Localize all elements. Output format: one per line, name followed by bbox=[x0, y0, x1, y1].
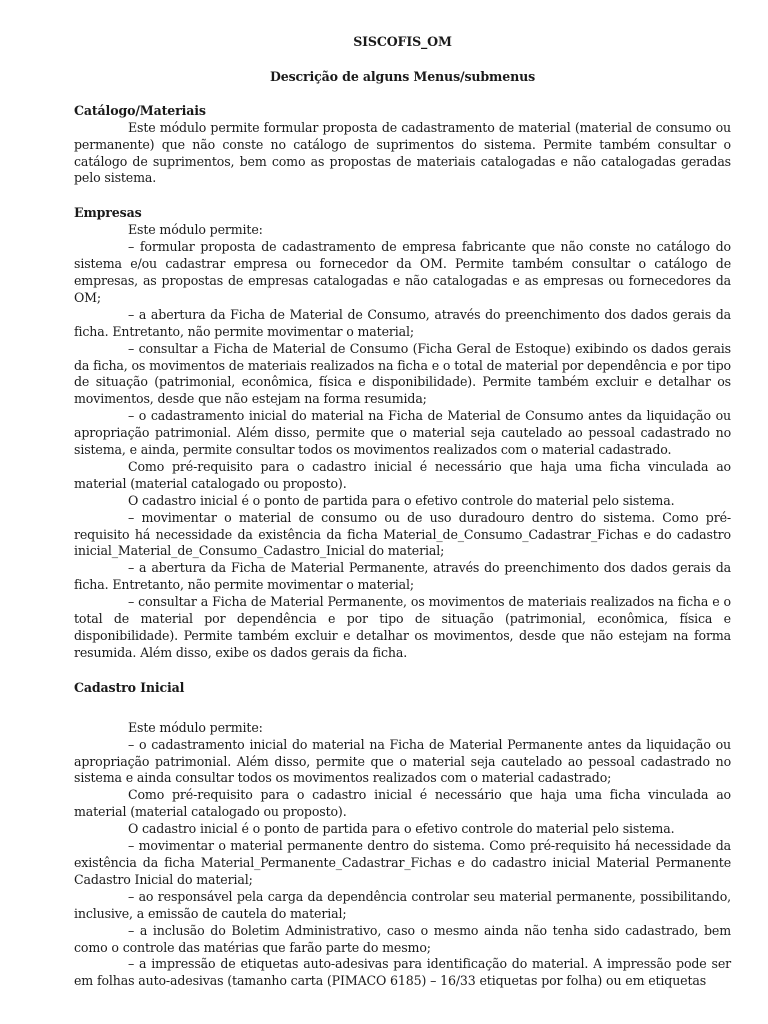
paragraph: – consultar a Ficha de Material Permanente, os movimentos de materiais realizados na ficha e o total de material por dependência e por tipo de situação (patrimonial, econômica, física e disponibilidade). Permite também excluir e detalhar os movimentos, desde que não estejam na forma resumida. Além disso, exibe os dados gerais da ficha. bbox=[74, 594, 731, 660]
paragraph: – movimentar o material de consumo ou de uso duradouro dentro do sistema. Como pré-requisito há necessidade da existência da ficha Material_de_Consumo_Cadastrar_Fichas e do cadastro inicial_Material_de_Consumo_Cadastro_Inicial do material; bbox=[74, 509, 731, 559]
paragraph: – o cadastramento inicial do material na Ficha de Material de Consumo antes da liquidação ou apropriação patrimonial. Além disso, permite que o material seja cautelado ao pessoal cadastrado no sistema, e ainda, permite consultar todos os movimentos realizados com o material cadastrado. bbox=[74, 408, 731, 458]
paragraph: O cadastro inicial é o ponto de partida para o efetivo controle do material pelo sistema. bbox=[128, 821, 675, 837]
paragraph: – consultar a Ficha de Material de Consumo (Ficha Geral de Estoque) exibindo os dados gerais da ficha, os movimentos de materiais realizados na ficha e o total de material por dependência e por tipo de situação (patrimonial, econômica, física e disponibilidade). Permite também excluir e detalhar os movimentos, desde que não estejam na forma resumida; bbox=[74, 340, 731, 407]
paragraph: Como pré-requisito para o cadastro inicial é necessário que haja uma ficha vinculada ao material (material catalogado ou proposto). bbox=[74, 458, 731, 491]
paragraph: Este módulo permite: bbox=[128, 222, 263, 238]
section-heading-catalogo: Catálogo/Materiais bbox=[74, 102, 206, 118]
section-heading-empresas: Empresas bbox=[74, 205, 142, 221]
paragraph: Como pré-requisito para o cadastro inicial é necessário que haja uma ficha vinculada ao material (material catalogado ou proposto). bbox=[74, 787, 731, 820]
paragraph: – movimentar o material permanente dentro do sistema. Como pré-requisito há necessidade da existência da ficha Material_Permanente_Cadastrar_Fichas e do cadastro inicial Material Permanente Cadastro Inicial do material; bbox=[74, 838, 731, 887]
paragraph: Este módulo permite: bbox=[128, 719, 263, 735]
document-subtitle: Descrição de alguns Menus/submenus bbox=[269, 68, 536, 84]
paragraph: – o cadastramento inicial do material na Ficha de Material Permanente antes da liquidação ou apropriação patrimonial. Além disso, permite que o material seja cautelado ao pessoal cadastrado no sistema e ainda consultar todos os movimentos realizados com o material cadastrado; bbox=[74, 736, 731, 786]
paragraph: – a abertura da Ficha de Material Permanente, através do preenchimento dos dados gerais da ficha. Entretanto, não permite movimentar o material; bbox=[74, 560, 731, 593]
paragraph: – formular proposta de cadastramento de empresa fabricante que não conste no catálogo do sistema e/ou cadastrar empresa ou fornecedor da OM. Permite também consultar o catálogo de empresas, as propostas de empresas catalogadas e não catalogadas e as empresas ou fornecedores da OM; bbox=[74, 239, 731, 305]
paragraph: O cadastro inicial é o ponto de partida para o efetivo controle do material pelo sistema. bbox=[128, 492, 675, 508]
paragraph: – ao responsável pela carga da dependência controlar seu material permanente, possibilitando, inclusive, a emissão de cautela do material; bbox=[74, 888, 731, 921]
document-page bbox=[74, 34, 731, 990]
document-title: SISCOFIS_OM bbox=[353, 34, 452, 49]
paragraph: – a impressão de etiquetas auto-adesivas para identificação do material. A impressão pode ser em folhas auto-adesivas (tamanho carta (PIMACO 6185) – 16/33 etiquetas por folha) ou em etiquetas bbox=[74, 956, 731, 989]
section-heading-cadastro-inicial: Cadastro Inicial bbox=[74, 679, 185, 695]
paragraph: Este módulo permite formular proposta de cadastramento de material (material de consumo ou permanente) que não conste no catálogo de suprimentos do sistema. Permite também consultar o catálogo de suprimentos, bem como as propostas de materiais catalogadas e não catalogadas geradas pelo sistema. bbox=[74, 119, 731, 186]
paragraph: – a abertura da Ficha de Material de Consumo, através do preenchimento dos dados gerais da ficha. Entretanto, não permite movimentar o material; bbox=[74, 306, 731, 339]
paragraph: – a inclusão do Boletim Administrativo, caso o mesmo ainda não tenha sido cadastrado, bem como o controle das matérias que farão parte do mesmo; bbox=[74, 922, 731, 955]
